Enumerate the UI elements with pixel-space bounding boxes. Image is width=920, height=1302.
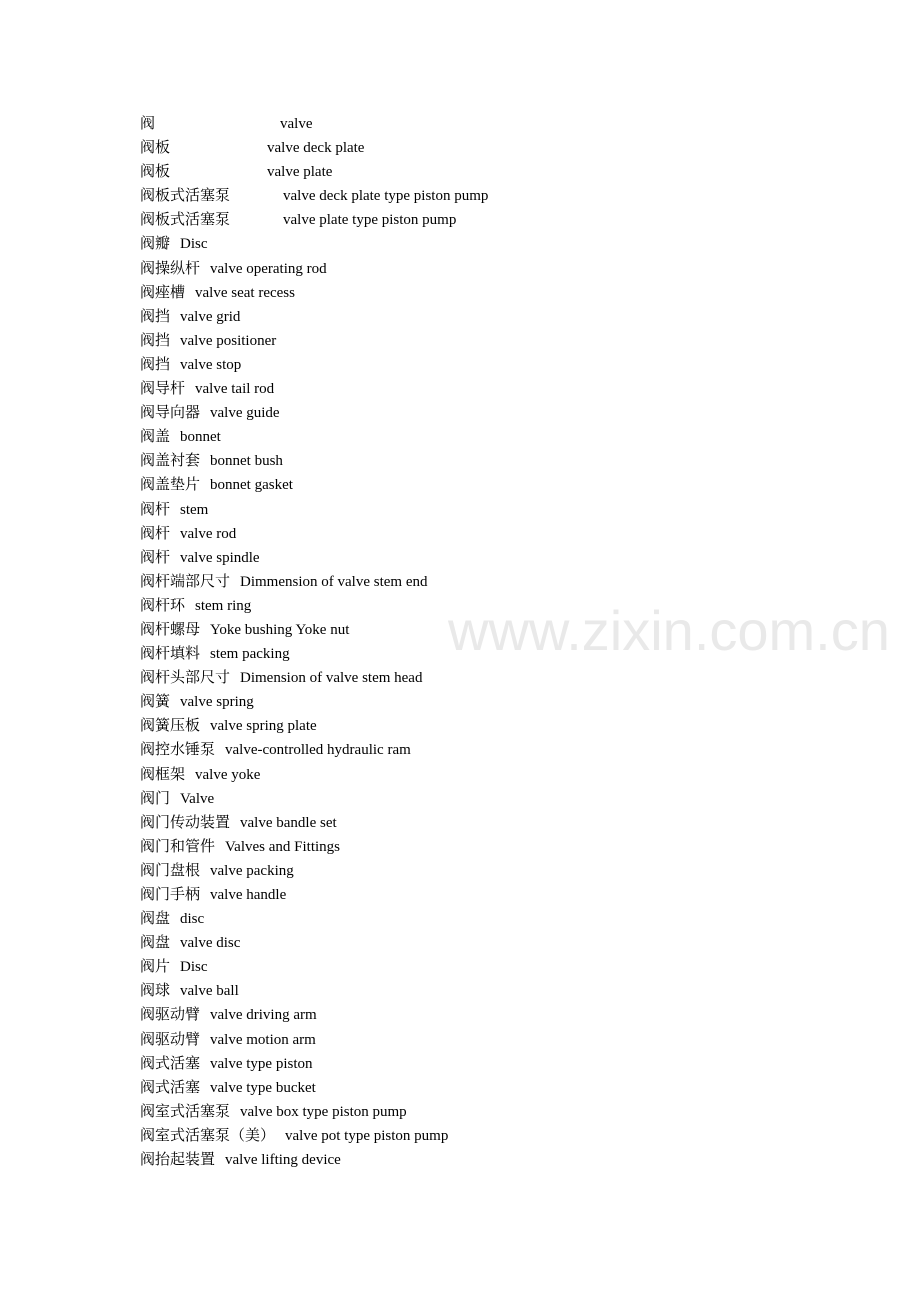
- english-term: valve deck plate type piston pump: [283, 188, 489, 205]
- chinese-term: 阀驱动臂: [140, 1007, 201, 1024]
- glossary-entry: [140, 955, 840, 979]
- glossary-entry: [140, 666, 840, 690]
- english-term: valve plate: [267, 164, 333, 181]
- english-term: valve plate type piston pump: [283, 212, 457, 229]
- chinese-term: 阀式活塞: [140, 1079, 201, 1096]
- glossary-entry: [140, 184, 840, 208]
- glossary-entry: [140, 1028, 840, 1052]
- english-term: bonnet gasket: [210, 477, 293, 494]
- chinese-term: 阀板式活塞泵: [140, 188, 231, 205]
- chinese-term: 阀杆: [140, 501, 171, 518]
- glossary-entry: [140, 208, 840, 232]
- glossary-entry: [140, 859, 840, 883]
- glossary-entry: [140, 738, 840, 762]
- english-term: valve operating rod: [210, 260, 327, 277]
- english-term: valve bandle set: [240, 814, 337, 831]
- english-term: valve deck plate: [267, 140, 365, 157]
- english-term: bonnet: [180, 429, 221, 446]
- english-term: valve rod: [180, 525, 237, 542]
- glossary-entry: [140, 232, 840, 256]
- english-term: Valve: [180, 790, 215, 807]
- chinese-term: 阀球: [140, 983, 171, 1000]
- chinese-term: 阀门传动装置: [140, 814, 231, 831]
- glossary-entry: [140, 1052, 840, 1076]
- chinese-term: 阀室式活塞泵: [140, 1103, 231, 1120]
- chinese-term: 阀杆填料: [140, 646, 201, 663]
- chinese-term: 阀杆环: [140, 597, 186, 614]
- glossary-entry: [140, 1148, 840, 1172]
- english-term: valve lifting device: [225, 1152, 341, 1169]
- chinese-term: 阀抬起装置: [140, 1152, 216, 1169]
- glossary-entry: [140, 329, 840, 353]
- chinese-term: 阀导向器: [140, 405, 201, 422]
- glossary-entry: [140, 618, 840, 642]
- chinese-term: 阀片: [140, 959, 171, 976]
- chinese-term: 阀门盘根: [140, 862, 201, 879]
- english-term: valve-controlled hydraulic ram: [225, 742, 411, 759]
- glossary-entry: [140, 353, 840, 377]
- english-term: valve tail rod: [195, 381, 275, 398]
- glossary-entry: [140, 883, 840, 907]
- glossary-entry: [140, 473, 840, 497]
- english-term: valve motion arm: [210, 1031, 316, 1048]
- english-term: Yoke bushing Yoke nut: [210, 621, 350, 638]
- glossary-entry: [140, 1076, 840, 1100]
- chinese-term: 阀门手柄: [140, 887, 201, 903]
- english-term: valve: [280, 116, 313, 132]
- glossary-entry: [140, 931, 840, 955]
- english-term: Disc: [180, 236, 208, 253]
- english-term: Valves and Fittings: [225, 838, 341, 855]
- chinese-term: 阀簧: [140, 694, 171, 711]
- glossary-entry: [140, 546, 840, 570]
- english-term: disc: [180, 911, 205, 928]
- glossary-entry: [140, 257, 840, 281]
- glossary-entry: [140, 570, 840, 594]
- english-term: valve spring: [180, 694, 254, 711]
- chinese-term: 阀驱动臂: [140, 1031, 201, 1048]
- chinese-term: 阀挡: [140, 332, 171, 349]
- chinese-term: 阀杆端部尺寸: [140, 573, 231, 590]
- chinese-term: 阀门和管件: [140, 838, 216, 855]
- glossary-entry: [140, 377, 840, 401]
- glossary-entry: [140, 136, 840, 160]
- glossary-entry: [140, 594, 840, 618]
- chinese-term: 阀门: [140, 790, 171, 807]
- chinese-term: 阀框架: [140, 766, 186, 783]
- english-term: valve type piston: [210, 1055, 313, 1072]
- english-term: valve yoke: [195, 766, 261, 783]
- chinese-term: 阀瓣: [140, 236, 171, 253]
- english-term: bonnet bush: [210, 453, 283, 470]
- chinese-term: 阀操纵杆: [140, 260, 201, 277]
- english-term: valve grid: [180, 308, 241, 325]
- glossary-entry: [140, 787, 840, 811]
- chinese-term: 阀杆螺母: [140, 621, 201, 638]
- glossary-entry: [140, 449, 840, 473]
- chinese-term: 阀板: [140, 140, 171, 157]
- glossary-entry: [140, 1100, 840, 1124]
- glossary-entry: [140, 979, 840, 1003]
- glossary-entry: [140, 763, 840, 787]
- chinese-term: 阀盖: [140, 429, 171, 446]
- chinese-term: 阀痤槽: [140, 284, 186, 301]
- english-term: stem packing: [210, 646, 290, 663]
- chinese-term: 阀板: [140, 164, 171, 181]
- english-term: valve packing: [210, 862, 294, 879]
- glossary-entry: [140, 112, 840, 136]
- chinese-term: 阀盖垫片: [140, 477, 201, 494]
- chinese-term: 阀式活塞: [140, 1055, 201, 1072]
- chinese-term: 阀盘: [140, 935, 171, 952]
- english-term: valve guide: [210, 405, 280, 422]
- glossary-entry: [140, 305, 840, 329]
- chinese-term: 阀室式活塞泵（美）: [140, 1127, 276, 1144]
- english-term: Dimmension of valve stem end: [240, 573, 428, 590]
- watermark: www.zixin.com.cn: [448, 599, 890, 662]
- glossary-entry: [140, 1124, 840, 1148]
- glossary-entry: [140, 642, 840, 666]
- english-term: stem: [180, 501, 209, 518]
- english-term: valve driving arm: [210, 1007, 317, 1024]
- chinese-term: 阀导杆: [140, 381, 186, 398]
- english-term: valve box type piston pump: [240, 1103, 407, 1120]
- english-term: Disc: [180, 959, 208, 976]
- english-term: valve positioner: [180, 332, 277, 349]
- glossary-list: [140, 112, 840, 1172]
- english-term: valve disc: [180, 935, 241, 952]
- glossary-entry: [140, 281, 840, 305]
- chinese-term: 阀挡: [140, 356, 171, 373]
- chinese-term: 阀杆: [140, 549, 171, 566]
- glossary-entry: [140, 690, 840, 714]
- chinese-term: 阀盖衬套: [140, 453, 201, 470]
- glossary-entry: [140, 160, 840, 184]
- chinese-term: 阀盘: [140, 911, 171, 928]
- english-term: valve seat recess: [195, 284, 295, 301]
- chinese-term: 阀板式活塞泵: [140, 212, 231, 229]
- chinese-term: 阀控水锤泵: [140, 742, 216, 759]
- english-term: Dimension of valve stem head: [240, 670, 423, 687]
- chinese-term: 阀杆头部尺寸: [140, 670, 231, 687]
- chinese-term: 阀: [140, 116, 156, 132]
- glossary-entry: [140, 522, 840, 546]
- english-term: valve spindle: [180, 549, 260, 566]
- english-term: valve stop: [180, 356, 242, 373]
- glossary-entry: [140, 907, 840, 931]
- chinese-term: 阀杆: [140, 525, 171, 542]
- glossary-entry: [140, 425, 840, 449]
- english-term: valve ball: [180, 983, 239, 1000]
- glossary-entry: [140, 401, 840, 425]
- english-term: stem ring: [195, 597, 252, 614]
- glossary-entry: [140, 498, 840, 522]
- english-term: valve spring plate: [210, 718, 317, 735]
- glossary-entry: [140, 1003, 840, 1027]
- glossary-entry: [140, 811, 840, 835]
- glossary-entry: [140, 714, 840, 738]
- english-term: valve type bucket: [210, 1079, 316, 1096]
- chinese-term: 阀簧压板: [140, 718, 201, 735]
- chinese-term: 阀挡: [140, 308, 171, 325]
- english-term: valve pot type piston pump: [285, 1127, 449, 1144]
- glossary-entry: [140, 835, 840, 859]
- english-term: valve handle: [210, 887, 287, 903]
